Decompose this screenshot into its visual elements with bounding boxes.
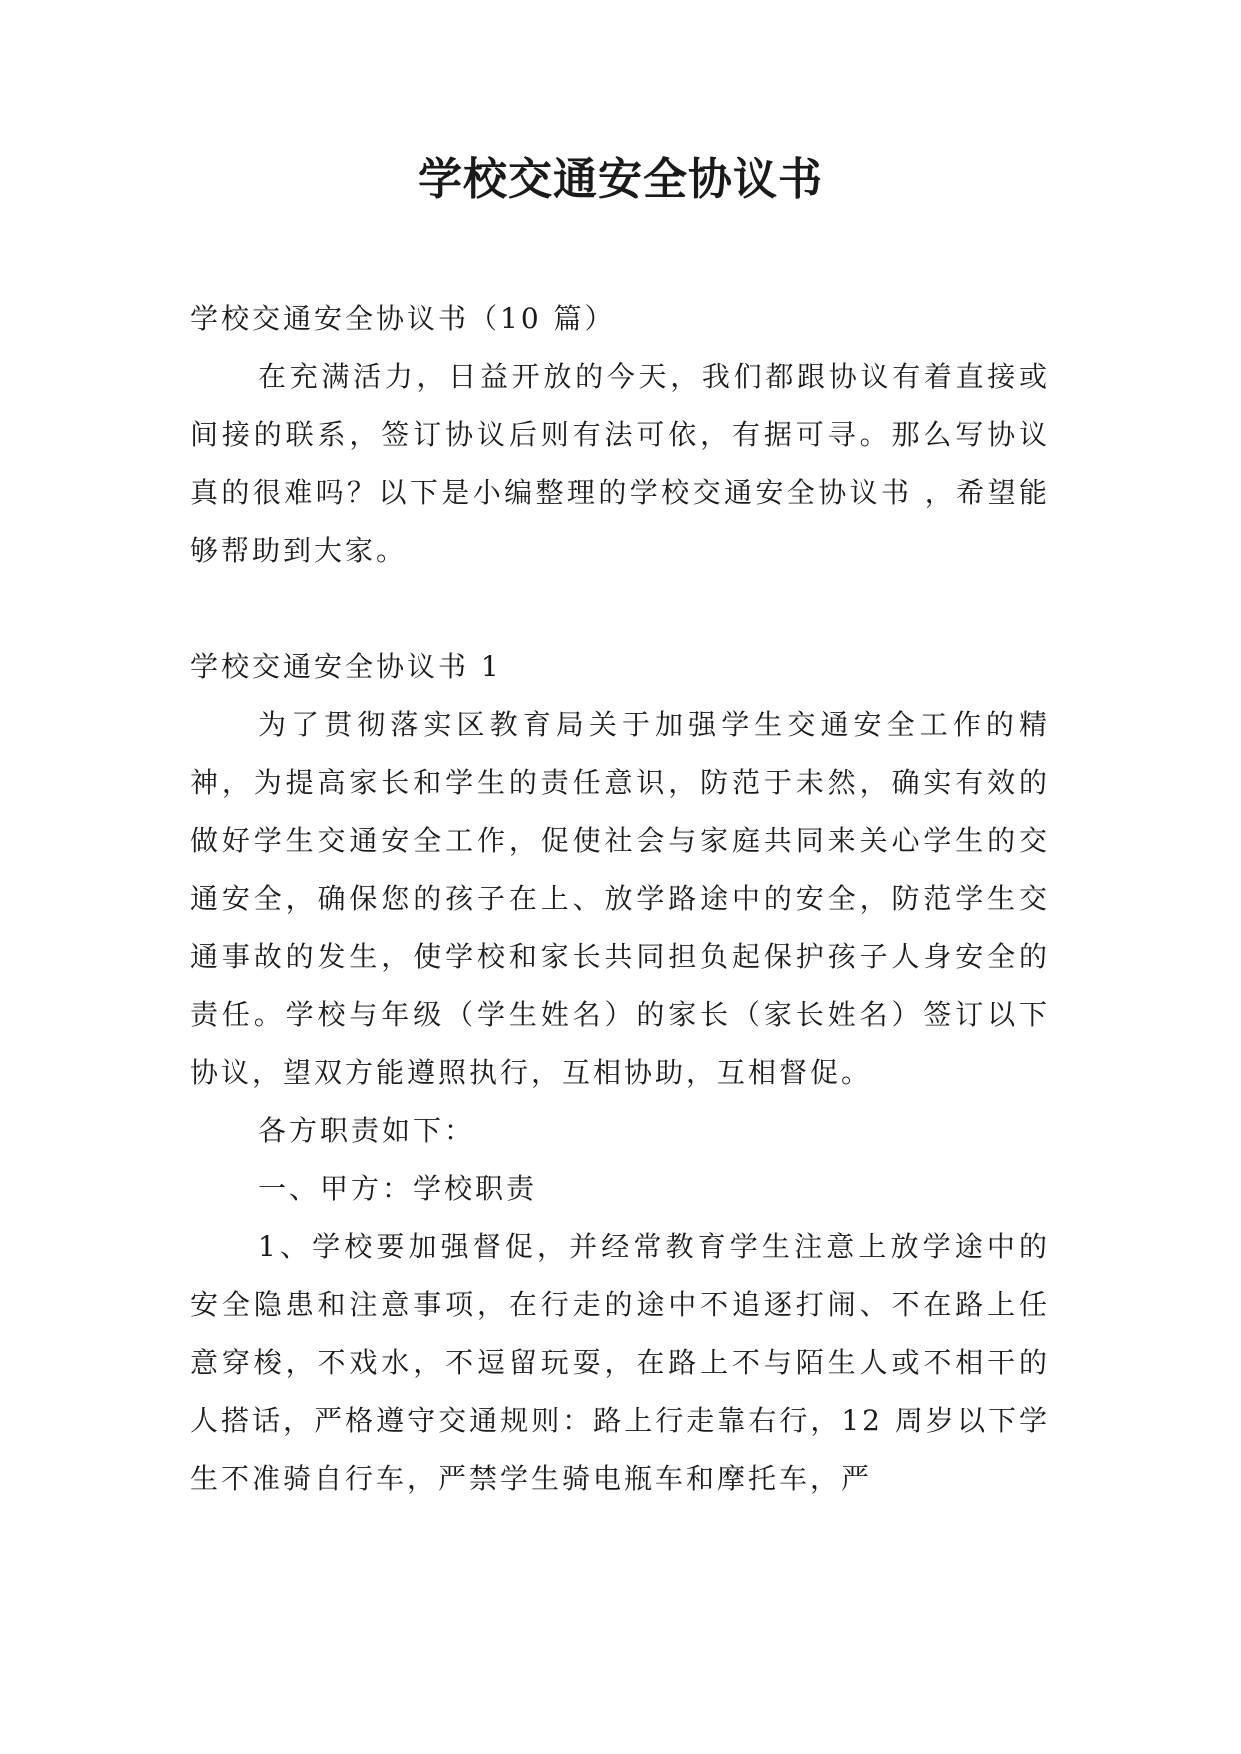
paragraph-party-a-heading: 一、甲方：学校职责 (258, 1172, 538, 1205)
document-title: 学校交通安全协议书 (418, 154, 823, 205)
paragraph-spacer (190, 580, 1050, 638)
section-title: 学校交通安全协议书 1 (190, 650, 502, 683)
paragraph-school-duty-1: 1、学校要加强督促，并经常教育学生注意上放学途中的安全隐患和注意事项，在行走的途中不追逐打闹、不在路上任意穿梭，不戏水，不逗留玩耍，在路上不与陌生人或不相干的人搭话，严格遵守交通规则：路上行走靠右行，12 周岁以下学生不准骑自行车，严禁学生骑电瓶车和摩托车，严 (190, 1230, 1050, 1495)
paragraph-purpose: 为了贯彻落实区教育局关于加强学生交通安全工作的精神，为提高家长和学生的责任意识，防范于未然，确实有效的做好学生交通安全工作，促使社会与家庭共同来关心学生的交通安全，确保您的孩子在上、放学路途中的安全，防范学生交通事故的发生，使学校和家长共同担负起保护孩子人身安全的责任。学校与年级（学生姓名）的家长（家长姓名）签订以下协议，望双方能遵照执行，互相协助，互相督促。 (190, 708, 1050, 1089)
intro-paragraph: 在充满活力，日益开放的今天，我们都跟协议有着直接或间接的联系，签订协议后则有法可依，有据可寻。那么写协议真的很难吗？以下是小编整理的学校交通安全协议书 ，希望能够帮助到大家。 (190, 360, 1050, 567)
document-body (190, 290, 1050, 1508)
paragraph-duties-intro: 各方职责如下： (258, 1114, 476, 1147)
document-subtitle: 学校交通安全协议书（10 篇） (190, 302, 616, 335)
